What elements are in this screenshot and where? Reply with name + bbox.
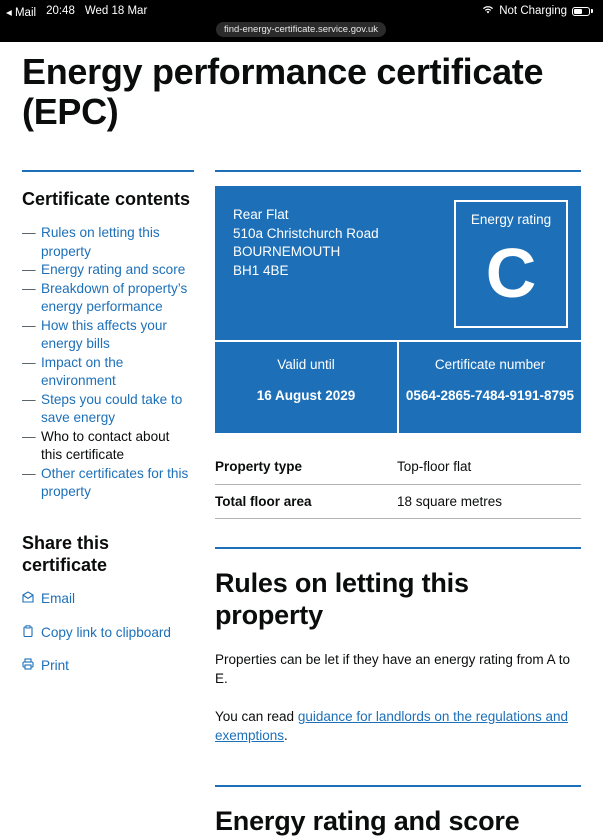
energy-divider	[215, 785, 581, 787]
toc-other-certs-link[interactable]: — Other certificates for this property	[22, 465, 194, 502]
toc-bills-link[interactable]: — How this affects your energy bills	[22, 317, 194, 354]
address-line-2: 510a Christchurch Road	[233, 225, 379, 241]
toc-rules-link[interactable]: — Rules on letting this property	[22, 224, 194, 261]
guidance-prefix: You can read	[215, 709, 298, 724]
epc-summary-panel	[215, 186, 581, 340]
share-email-label: Email	[41, 591, 75, 606]
valid-until-value: 16 August 2029	[256, 388, 356, 403]
property-type-row	[215, 453, 581, 485]
guidance-paragraph	[215, 708, 581, 745]
battery-icon	[572, 7, 590, 16]
printer-icon	[22, 658, 34, 673]
rules-paragraph: Properties can be let if they have an energy rating from A to E.	[215, 652, 570, 686]
certificate-details-row	[215, 342, 581, 433]
energy-rating-section	[215, 785, 581, 837]
guidance-suffix: .	[284, 727, 288, 743]
energy-rating-box	[454, 200, 568, 328]
status-time: 20:48	[46, 5, 75, 17]
copy-link-button[interactable]	[22, 623, 194, 641]
contents-heading: Certificate contents	[22, 189, 191, 209]
toc-energy-rating-link[interactable]: — Energy rating and score	[22, 261, 194, 280]
url-bar[interactable]: find-energy-certificate.service.gov.uk	[216, 22, 386, 37]
clipboard-icon	[22, 625, 34, 640]
toc-contact-link[interactable]: — Who to contact about this certificate	[22, 428, 194, 465]
rules-section	[215, 547, 581, 745]
charging-status: Not Charging	[499, 5, 567, 17]
energy-rating-label: Energy rating	[470, 212, 552, 227]
page-title: Energy performance certificate (EPC)	[22, 51, 544, 132]
print-button[interactable]	[22, 657, 194, 675]
floor-area-row	[215, 485, 581, 519]
property-type-value: Top-floor flat	[397, 459, 472, 474]
rules-heading: Rules on letting this property	[215, 568, 469, 630]
energy-rating-letter: C	[485, 234, 537, 312]
sidebar	[22, 170, 194, 690]
wifi-icon	[482, 5, 494, 17]
contents-list	[22, 224, 194, 502]
email-icon	[22, 591, 34, 606]
status-date: Wed 18 Mar	[84, 5, 148, 17]
certificate-number-cell	[399, 342, 581, 433]
battery-tip	[591, 9, 593, 13]
valid-until-cell	[215, 342, 397, 433]
back-to-mail-link[interactable]: ◂ Mail	[6, 7, 37, 19]
main-content	[215, 170, 581, 837]
status-left	[6, 5, 147, 19]
certificate-number-value: 0564-2865-7484-9191-8795	[405, 388, 575, 403]
print-label: Print	[41, 658, 69, 673]
address-postcode: BH1 4BE	[233, 262, 289, 278]
rules-divider	[215, 547, 581, 549]
toc-breakdown-link[interactable]: — Breakdown of property’s energy performance	[22, 280, 194, 317]
toc-steps-link[interactable]: — Steps you could take to save energy	[22, 391, 194, 428]
floor-area-key: Total floor area	[215, 494, 312, 509]
address-line-1: Rear Flat	[233, 207, 289, 222]
guidance-link[interactable]: guidance for landlords on the regulations and exemptions	[215, 709, 569, 743]
share-heading: Share this certificate	[22, 532, 110, 575]
property-details-list	[215, 453, 581, 519]
share-email-link[interactable]	[22, 590, 194, 608]
top-divider	[215, 170, 581, 172]
copy-link-label: Copy link to clipboard	[41, 624, 171, 640]
ios-status-bar	[0, 0, 603, 42]
certificate-number-label: Certificate number	[434, 357, 546, 372]
property-address	[233, 206, 379, 280]
property-type-key: Property type	[215, 459, 303, 474]
valid-until-label: Valid until	[277, 357, 335, 372]
status-right	[482, 5, 593, 17]
address-line-3: BOURNEMOUTH	[233, 244, 341, 259]
energy-rating-heading: Energy rating and score	[215, 806, 520, 836]
toc-environment-link[interactable]: — Impact on the environment	[22, 354, 194, 391]
floor-area-value: 18 square metres	[397, 494, 503, 509]
